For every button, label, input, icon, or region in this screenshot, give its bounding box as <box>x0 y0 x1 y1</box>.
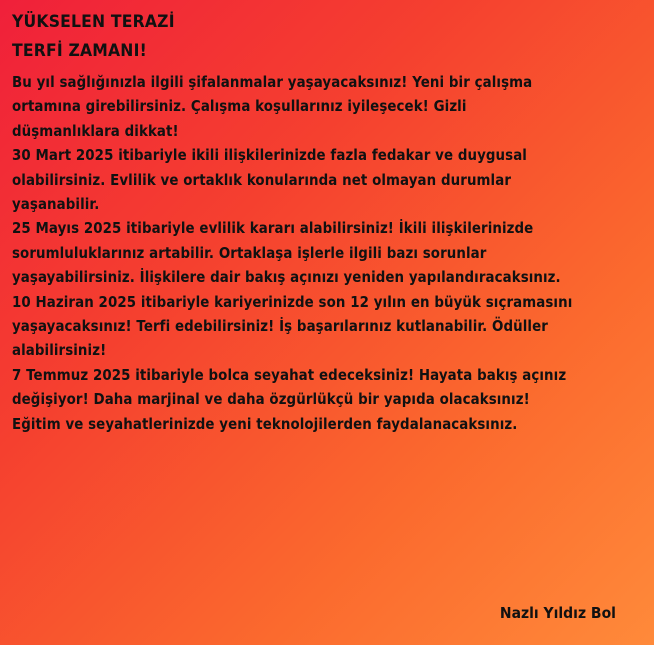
title-line-1: YÜKSELEN TERAZİ <box>12 12 175 32</box>
text-line: alabilirsiniz! <box>12 341 107 360</box>
text-line: yaşayabilirsiniz. İlişkilere dair bakış açınızı yeniden yapılandıracaksınız. <box>12 268 561 287</box>
text-line: sorumluluklarınız artabilir. Ortaklaşa işlerle ilgili bazı sorunlar <box>12 243 487 262</box>
text-line: 7 Temmuz 2025 itibariyle bolca seyahat edeceksiniz! Hayata bakış açınız <box>12 365 567 384</box>
text-line: değişiyor! Daha marjinal ve daha özgürlükçü bir yapıda olacaksınız! <box>12 390 530 409</box>
title-line-2: TERFİ ZAMANI! <box>12 41 147 61</box>
text-line: düşmanlıklara dikkat! <box>12 121 179 140</box>
text-line: yaşayacaksınız! Terfi edebilirsiniz! İş başarılarınız kutlanabilir. Ödüller <box>12 317 548 336</box>
text-line: 25 Mayıs 2025 itibariyle evlilik kararı alabilirsiniz! İkili ilişkilerinizde <box>12 219 534 238</box>
text-line: Eğitim ve seyahatlerinizde yeni teknolojilerden faydalanacaksınız. <box>12 414 518 433</box>
horoscope-text <box>12 70 644 436</box>
text-line: 30 Mart 2025 itibariyle ikili ilişkilerinizde fazla fedakar ve duygusal <box>12 146 527 165</box>
text-line: olabilirsiniz. Evlilik ve ortaklık konularında net olmayan durumlar <box>12 170 512 189</box>
text-line: ortamına girebilirsiniz. Çalışma koşullarınız iyileşecek! Gizli <box>12 97 467 116</box>
text-line: 10 Haziran 2025 itibariyle kariyerinizde son 12 yılın en büyük sıçramasını <box>12 292 573 311</box>
text-line: Bu yıl sağlığınızla ilgili şifalanmalar yaşayacaksınız! Yeni bir çalışma <box>12 73 533 91</box>
text-line: yaşanabilir. <box>12 195 100 214</box>
author-signature: Nazlı Yıldız Bol <box>499 604 616 622</box>
